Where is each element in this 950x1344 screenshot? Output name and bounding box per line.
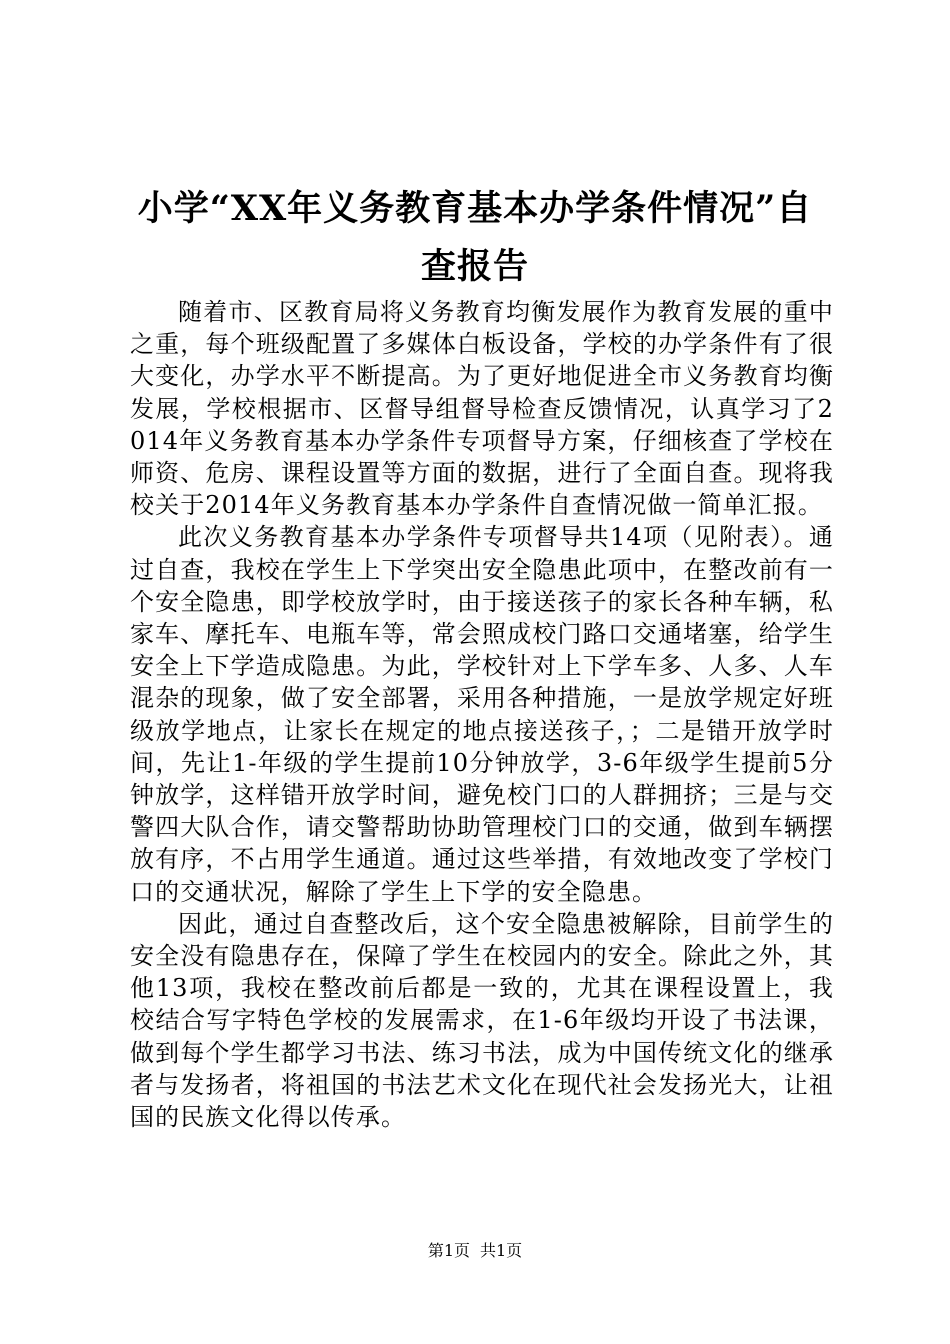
paragraph-safety: 此次义务教育基本办学条件专项督导共14项（见附表）。通过自查，我校在学生上下学突出安全隐患此项中，在整改前有一个安全隐患，即学校放学时，由于接送孩子的家长各种车辆，私家车、摩托车、电瓶车等，常会照成校门路口交通堵塞，给学生安全上下学造成隐患。为此，学校针对上下学车多、人多、人车混杂的现象，做了安全部署，采用各种措施，一是放学规定好班级放学地点，让家长在规定的地点接送孩子，；二是错开放学时间，先让1-年级的学生提前10分钟放学，3-6年级学生提前5分钟放学，这样错开放学时间，避免校门口的人群拥挤；三是与交警四大队合作，请交警帮助协助管理校门口的交通，做到车辆摆放有序，不占用学生通道。通过这些举措，有效地改变了学校门口的交通状况，解除了学生上下学的安全隐患。 <box>130 523 834 906</box>
page-total: 共1页 <box>480 1241 523 1260</box>
document-body <box>130 296 834 1133</box>
page-number: 第1页 <box>427 1241 470 1260</box>
paragraph-conclusion: 因此，通过自查整改后，这个安全隐患被解除，目前学生的安全没有隐患存在，保障了学生在校园内的安全。除此之外，其他13项，我校在整改前后都是一致的，尤其在课程设置上，我校结合写字特色学校的发展需求，在1-6年级均开设了书法课，做到每个学生都学习书法、练习书法，成为中国传统文化的继承者与发扬者，将祖国的书法艺术文化在现代社会发扬光大，让祖国的民族文化得以传承。 <box>130 909 834 1132</box>
page-footer <box>0 1241 950 1261</box>
document-title: 小学“XX年义务教育基本办学条件情况”自查报告 <box>137 188 813 287</box>
paragraph-intro: 随着市、区教育局将义务教育均衡发展作为教育发展的重中之重，每个班级配置了多媒体白板设备，学校的办学条件有了很大变化，办学水平不断提高。为了更好地促进全市义务教育均衡发展，学校根据市、区督导组督导检查反馈情况，认真学习了2014年义务教育基本办学条件专项督导方案，仔细核查了学校在师资、危房、课程设置等方面的数据，进行了全面自查。现将我校关于2014年义务教育基本办学条件自查情况做一简单汇报。 <box>130 298 834 520</box>
